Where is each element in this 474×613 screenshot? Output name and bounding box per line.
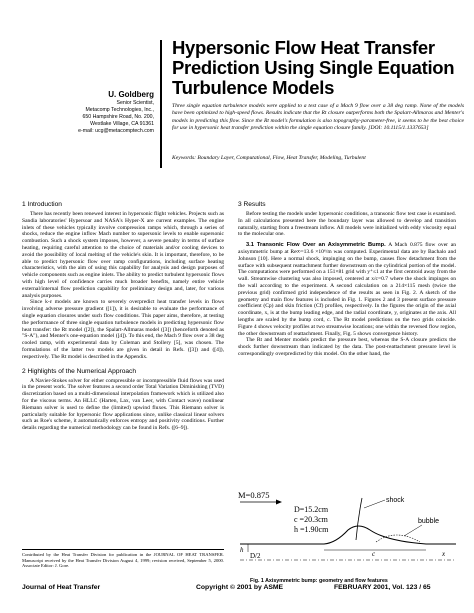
- figure-height-label: h =1.90cm: [294, 525, 329, 534]
- freestream-arrowhead: [276, 500, 282, 505]
- numerics-paragraph: A Navier-Stokes solver for either compressible or incompressible fluid flows was used in the present work. The solver features a second order Total Variation Diminishing (TVD) discretization based on a multi-dimensional interpolation framework which is utilized also for the viscous terms. An HLLC (Harten, Lax, van Leer, with Contact wave) nonlinear Riemann solver is used to define the (limited) upwind fluxes. This Riemann solver is particularly suitable for hypersonic flow applications since, unlike classical linear solvers such as Roe's scheme, it automatically enforces entropy and positivity conditions. Further details regarding the numerical methodology can be found in Refs. ([6–9]).: [22, 377, 224, 432]
- figure-c-label: c: [372, 550, 376, 558]
- author-block: [8, 90, 154, 135]
- paper-title: [172, 38, 462, 98]
- figure-1-caption: Fig. 1 Axisymmetric bump: geometry and flow features: [250, 578, 388, 584]
- abstract: Three single equation turbulence models were applied to a test case of a Mach 9 flow over a 38 deg ramp. None of the models have been optimized to high-speed flows. Results indicate that the Rt closure outperforms both the Spalart-Allmaras and Menter's models in predicting this flow. Since the Rt model's formulation is also topography-parameter-free, it seems to be the best choice for use in hypersonic heat transfer prediction within the single equation closure family. [DOI: 10.1115/1.1337653]: [172, 103, 464, 131]
- results-paragraph-2: [238, 242, 456, 337]
- author-affiliation-1: Senior Scientist,: [116, 100, 154, 106]
- results-paragraph-3: The Rt and Menter models predict the pressure best, whereas the S-A closure predicts the shock further downstream than indicated by the data. The post-reattachment pressure level is correspondingly overpredicted by this model. On the other hand, the: [238, 337, 456, 357]
- bubble-pointer: [404, 525, 422, 536]
- intro-paragraph-2: Since k-ε models are known to severely overpredict heat transfer levels in flows involving adverse pressure gradient ([1]), it is desirable to evaluate the performance of single equation closures under such flow conditions. This paper aims, therefore, at testing the performance of three single equation turbulence models in predicting hypersonic flow heat transfer: the Rt model ([2]), the Spalart-Allmaras model ([3]) (henceforth denoted as "S-A"), and Menter's one-equation model ([4]). To this end, the Mach 9 flow over a 38 deg cooled ramp, with experimental data by Coleman and Stollery [5], was chosen. The formulations of the latter two models are given in detail in Refs. ([3]) and ([4]), respectively. The Rt model is described in the Appendix.: [22, 299, 224, 360]
- section-heading-numerical-approach: 2 Highlights of the Numerical Approach: [22, 367, 136, 375]
- keywords: Keywords: Boundary Layer, Computational, Flow, Heat Transfer, Modeling, Turbulent: [172, 155, 366, 161]
- section-heading-results: 3 Results: [238, 201, 266, 208]
- right-column: [238, 200, 456, 358]
- section-heading-introduction: 1 Introduction: [22, 201, 62, 208]
- figure-shock-label: shock: [386, 497, 405, 504]
- title-line-3: Turbulence Models: [172, 77, 335, 98]
- author-affiliation-3: 650 Hampshire Road, No. 200,: [82, 114, 154, 120]
- figure-x-label: x: [442, 550, 446, 558]
- figure-1-bump-sketch: [236, 470, 460, 570]
- title-line-2: Prediction Using Single Equation: [172, 57, 455, 78]
- title-divider-rule: [160, 40, 162, 168]
- subsection-heading-transonic: 3.1 Transonic Flow Over an Axisymmetric Bump.: [246, 242, 386, 249]
- footnote: Contributed by the Heat Transfer Division for publication in the JOURNAL OF HEAT TRANSFER. Manuscript received by the Heat Transfer Division August 4, 1999; revision received, September 5, 2000. Associate Editor: J. Gore.: [22, 549, 224, 569]
- author-name: U. Goldberg: [108, 90, 154, 99]
- author-email: e-mail: ucg@metacomptech.com: [78, 128, 154, 134]
- intro-paragraph-1: There has recently been renewed interest in hypersonic flight vehicles. Projects such as Sandia laboratories' Hypersoar and NASA's Hyper-X are current examples. The engine inlets of these vehicles typically involve compression ramps which, through a series of shocks, reduce the engine inflow Mach number to supersonic levels to enable supersonic combustion. Such a shock system imposes, however, a severe penalty in terms of surface heating, requiring careful attention to the choice of materials and/or cooling devices to avoid the possibility of local melting of the vehicle's skin. It is important, therefore, to be able to predict hypersonic flow over ramp configurations, including surface heating characteristics, with the aim of using this capability for analysis and design purposes of vehicle components such as engine inlets. The ability to predict turbulent hypersonic flows with high level of confidence carries much broader benefits, namely entire vehicle external/internal flow prediction capability for preliminary design and, later, for various analysis purposes.: [22, 211, 224, 299]
- bump-surface: [240, 526, 456, 544]
- figure-h-label: h: [240, 546, 244, 554]
- figure-half-diameter-label: D/2: [250, 552, 261, 560]
- title-line-1: Hypersonic Flow Heat Transfer: [172, 37, 435, 58]
- figure-diameter-label: D=15.2cm: [294, 505, 329, 514]
- author-affiliation-2: Metacomp Technologies, Inc.,: [85, 107, 154, 113]
- results-paragraph-2-text: A Mach 0.875 flow over an axisymmetric bump at Re∞=13.6 ×10⁶/m was computed. Experimental data are by Bachalo and Johnson [10]. Here a normal shock, impinging on the bump, causes flow detachment from the surface with subsequent reattachment further downstream on the cylindrical portion of the model. The computations were performed on a 151×81 grid with y⁺≤1 at the first centroid away from the wall. Streamwise clustering was also imposed, centered at x/c=0.7 where the shock impinges on the wall according to the experiment. A second calculation on a 214×115 mesh (twice the previous grid) confirmed grid independence of the results as seen in Fig. 2. A sketch of the geometry and main flow features is included in Fig. 1. Figures 2 and 3 present surface pressure coefficient (Cp) and skin friction (Cf) profiles, respectively. In the figures the origin of the axial coordinate, x, is at the bump leading edge, and the radial coordinate, y, originates at the axis. All lengths are scaled by the bump cord, c. The Rt model predictions on the two grids coincide. Figure 4 shows velocity profiles at two streamwise locations; one within the reversed flow region, the other downstream of reattachment. Finally, Fig. 5 shows convergence history.: [238, 242, 456, 337]
- results-paragraph-1: Before testing the models under hypersonic conditions, a transonic flow test case is examined. In all calculations presented here the boundary layer was allowed to develop and transition naturally, starting from a freestream inflow. All models were initialized with eddy viscosity equal to the molecular one.: [238, 211, 456, 238]
- shock-pointer: [364, 500, 385, 508]
- figure-bubble-label: bubble: [418, 518, 440, 525]
- footer-issue: FEBRUARY 2001, Vol. 123 / 65: [334, 584, 431, 591]
- footer-journal: Journal of Heat Transfer: [22, 584, 101, 591]
- figure-chord-label: c =20.3cm: [294, 515, 328, 524]
- footer-copyright: Copyright © 2001 by ASME: [196, 584, 284, 591]
- author-affiliation-4: Westlake Village, CA 91361: [90, 121, 154, 127]
- left-column: [22, 200, 224, 432]
- figure-mach-label: M=0.875: [238, 490, 270, 500]
- shock-line: [356, 498, 362, 540]
